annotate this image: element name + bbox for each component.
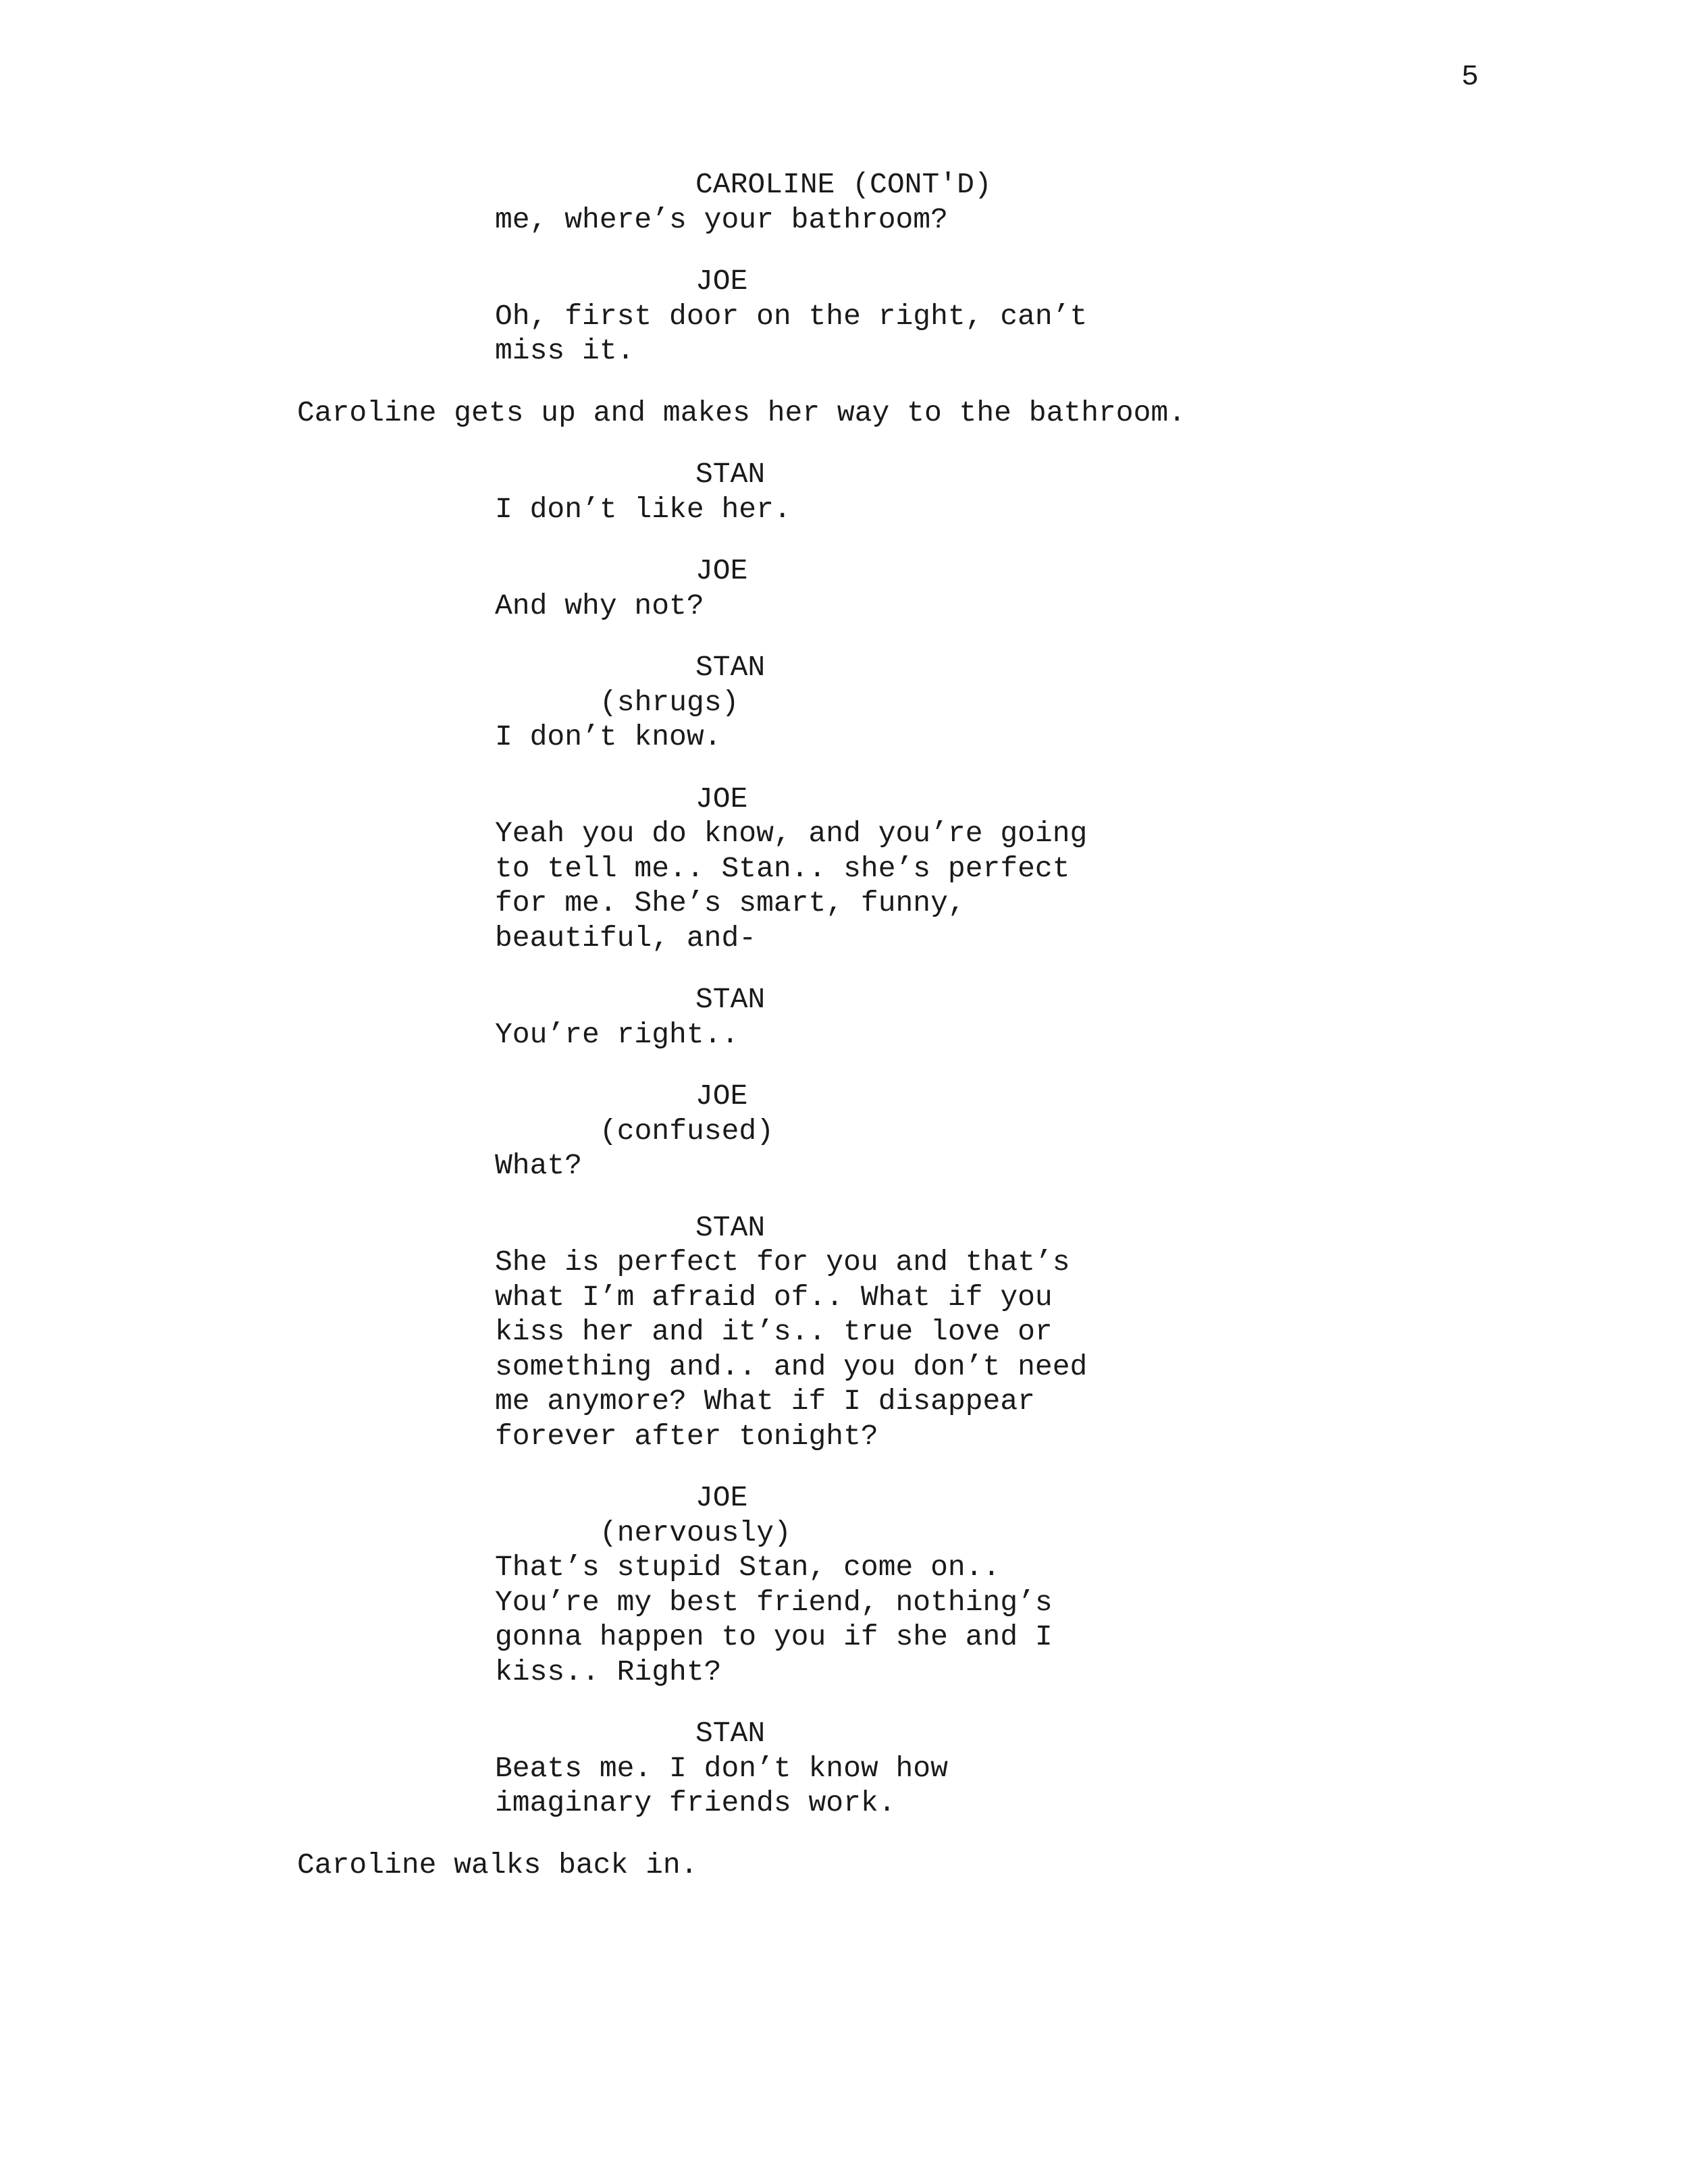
blank-line [0,237,1688,264]
blank-line [0,1183,1688,1210]
blank-line [0,1454,1688,1481]
character-name: JOE [695,1481,748,1514]
script-body [0,167,1688,1882]
character-name: STAN [695,458,766,491]
dialogue-line: me, where’s your bathroom? [495,203,948,236]
character-name: STAN [695,651,766,684]
dialogue-line: She is perfect for you and that’s [495,1246,1070,1279]
dialogue-line: forever after tonight? [495,1419,878,1453]
dialogue-line: me anymore? What if I disappear [495,1385,1035,1418]
dialogue-line: what I’m afraid of.. What if you [495,1280,1053,1314]
dialogue-line: You’re right.. [495,1017,739,1051]
dialogue-line: kiss.. Right? [495,1655,722,1688]
dialogue-line: Beats me. I don’t know how [495,1751,948,1785]
dialogue-line: gonna happen to you if she and I [495,1620,1053,1653]
character-name: STAN [695,983,766,1016]
parenthetical: (shrugs) [600,685,739,719]
dialogue-line: I don’t like her. [495,492,791,526]
blank-line [0,1821,1688,1848]
blank-line [0,755,1688,782]
dialogue-line: imaginary friends work. [495,1786,896,1819]
dialogue-line: What? [495,1149,583,1182]
character-name: JOE [695,782,748,816]
dialogue-line: Yeah you do know, and you’re going [495,817,1088,850]
dialogue-line: beautiful, and- [495,921,757,955]
blank-line [0,955,1688,982]
character-name: STAN [695,1210,766,1244]
dialogue-line: miss it. [495,334,635,367]
dialogue-line: something and.. and you don’t need [495,1350,1088,1383]
dialogue-line: for me. She’s smart, funny, [495,886,966,920]
parenthetical: (nervously) [600,1516,791,1549]
action-line: Caroline gets up and makes her way to the bathroom. [297,396,1186,429]
blank-line [0,527,1688,554]
character-name: CAROLINE (CONT'D) [695,168,992,201]
blank-line [0,1689,1688,1716]
blank-line [0,430,1688,457]
page-number: 5 [1461,60,1479,93]
character-name: JOE [695,554,748,587]
character-name: STAN [695,1717,766,1750]
character-name: JOE [695,1080,748,1113]
parenthetical: (confused) [600,1114,774,1148]
dialogue-line: kiss her and it’s.. true love or [495,1315,1053,1348]
dialogue-line: Oh, first door on the right, can’t [495,299,1088,333]
dialogue-line: And why not? [495,589,704,622]
dialogue-line: You’re my best friend, nothing’s [495,1585,1053,1619]
action-line: Caroline walks back in. [297,1848,698,1882]
blank-line [0,369,1688,396]
dialogue-line: I don’t know. [495,720,722,753]
dialogue-line: to tell me.. Stan.. she’s perfect [495,851,1070,885]
character-name: JOE [695,265,748,298]
blank-line [0,623,1688,650]
blank-line [0,1052,1688,1079]
dialogue-line: That’s stupid Stan, come on.. [495,1551,1001,1584]
